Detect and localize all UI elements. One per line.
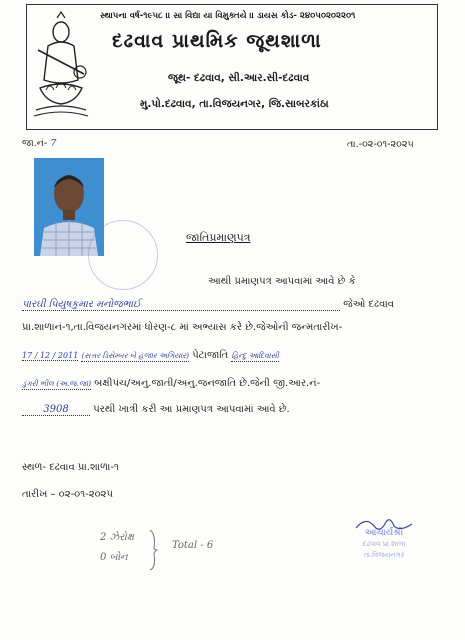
saraswati-logo bbox=[30, 10, 92, 122]
category-text: બક્ષીપંચ/અનુ.જાતી/અનુ.જનજાતિ છે.જેની જી.આર.નં- bbox=[94, 378, 321, 389]
body-line-5 bbox=[22, 404, 290, 416]
intro-text: આથી પ્રમાણપત્ર આપવામાં આવે છે કે bbox=[208, 276, 356, 287]
school-seal bbox=[88, 220, 158, 290]
address-line-2: મુ.પો.દઢવાવ, તા.વિજયનગર, જિ.સાબરકાંઠા bbox=[140, 98, 329, 110]
line5-tail: પરથી ખાત્રી કરી આ પ્રમાણપત્ર આપવામાં આવે છે. bbox=[93, 404, 290, 415]
caste-handwritten: ડુંગરી ભીલ (અ.જ.જા) bbox=[22, 379, 92, 388]
school-name: દઢવાવ પ્રાથમિક જૂથશાળા bbox=[112, 30, 322, 52]
place-line: સ્થળ- દઢવાવ પ્રા.શાળા-૧ bbox=[22, 462, 119, 473]
date-line: તારીખ – ૦૨-૦૧-૨૦૨૫ bbox=[22, 489, 114, 500]
issue-date: તા.-૦૨-૦૧-૨૦૨૫ bbox=[347, 139, 414, 150]
subcaste-label: પેટાજાતિ bbox=[192, 350, 229, 361]
birth-date: 17 / 12 / 2011 bbox=[22, 351, 79, 360]
stamp-line-1: આચાર્યશ્રી bbox=[364, 528, 404, 538]
reference-number bbox=[22, 138, 56, 149]
birth-date-words: (સત્તર ડિસેમ્બર બે હજાર અગિયાર) bbox=[81, 351, 189, 360]
pencil-note-2: 0 બોન bbox=[100, 552, 128, 563]
body-line-2: પ્રા.શાળાનં-૧,તા.વિજયનગરમાં ધોરણ-૮ માં અભ્યાસ કરે છે.જેઓની જન્મતારીખ- bbox=[22, 322, 343, 333]
principal-stamp bbox=[328, 528, 440, 566]
pencil-brace bbox=[148, 528, 158, 572]
stamp-line-2: દઢવાવ પ્રા.શાળા bbox=[362, 540, 406, 548]
subcaste-value: હિન્દુ આદિવાસી bbox=[231, 351, 279, 360]
student-name: પારઘી પિયુષકુમાર મનોજભાઈ bbox=[22, 299, 340, 311]
certificate-title: જાતિપ્રમાણપત્ર bbox=[186, 231, 251, 244]
reference-value: 7 bbox=[50, 138, 57, 149]
gr-number: 3908 bbox=[22, 404, 90, 416]
reference-label: જા.નં- bbox=[22, 138, 48, 149]
address-line-1: જૂથ- દઢવાવ, સી.આર.સી-દઢવાવ bbox=[168, 72, 310, 84]
body-line-3 bbox=[22, 350, 279, 362]
establishment-line: સ્થાપના વર્ષ-૧૯૫૮ ।। સા વિદ્યા યા વિમુક્તયે ।। ડાયસ કોડ- ૨૪૦૫૦૨૦૨૨૦૧ bbox=[100, 11, 356, 21]
pencil-total: Total - 6 bbox=[172, 540, 214, 551]
body-line-4 bbox=[22, 378, 320, 390]
pencil-note-1: 2 ઝેરોક્ષ bbox=[100, 532, 135, 543]
line1-suffix: જેઓ દઢવાવ bbox=[343, 299, 395, 310]
body-line-1 bbox=[22, 299, 442, 311]
stamp-line-3: તા.વિજયનગર bbox=[363, 551, 405, 559]
